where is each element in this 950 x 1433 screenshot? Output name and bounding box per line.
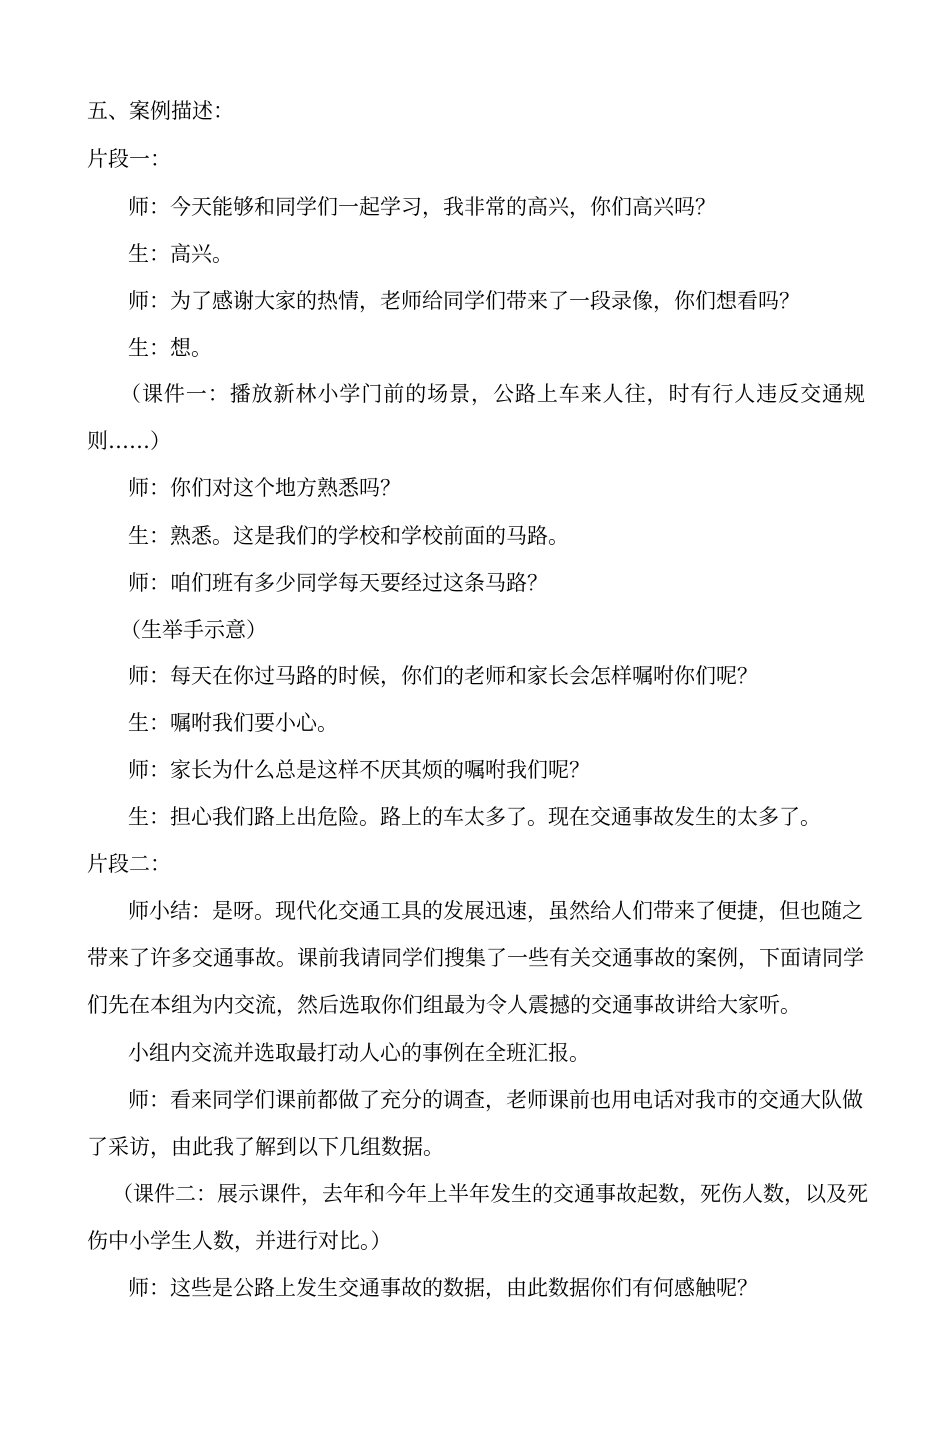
- paragraph-line: 了采访，由此我了解到以下几组数据。: [87, 1135, 444, 1159]
- segment-heading: 片段一：: [87, 147, 171, 171]
- paragraph-line: 们先在本组为内交流，然后选取你们组最为令人震撼的交通事故讲给大家听。: [87, 993, 801, 1017]
- stage-note: （课件二：展示课件，去年和今年上半年发生的交通事故起数，死伤人数，以及死: [112, 1182, 868, 1206]
- stage-note: （课件一：播放新林小学门前的场景，公路上车来人往，时有行人违反交通规: [120, 382, 865, 406]
- paragraph-line: 师小结：是呀。现代化交通工具的发展迅速，虽然给人们带来了便捷，但也随之: [128, 899, 863, 923]
- dialogue-line: 生：嘱咐我们要小心。: [128, 711, 338, 735]
- dialogue-line: 师：家长为什么总是这样不厌其烦的嘱咐我们呢？: [128, 758, 590, 782]
- stage-note-continued: 则……）: [87, 429, 171, 453]
- dialogue-line: 生：高兴。: [128, 242, 233, 266]
- dialogue-line: 师：每天在你过马路的时候，你们的老师和家长会怎样嘱咐你们呢？: [128, 664, 758, 688]
- dialogue-line: 师：今天能够和同学们一起学习，我非常的高兴，你们高兴吗？: [128, 195, 716, 219]
- stage-note: （生举手示意）: [120, 618, 267, 642]
- paragraph-line: 带来了许多交通事故。课前我请同学们搜集了一些有关交通事故的案例，下面请同学: [87, 946, 864, 970]
- dialogue-line: 师：你们对这个地方熟悉吗？: [128, 476, 401, 500]
- dialogue-line: 生：担心我们路上出危险。路上的车太多了。现在交通事故发生的太多了。: [128, 805, 821, 829]
- dialogue-line: 生：想。: [128, 336, 212, 360]
- stage-note-continued: 伤中小学生人数，并进行对比。）: [87, 1229, 392, 1253]
- paragraph-line: 小组内交流并选取最打动人心的事例在全班汇报。: [128, 1041, 590, 1065]
- paragraph-line: 师：看来同学们课前都做了充分的调查，老师课前也用电话对我市的交通大队做: [128, 1088, 863, 1112]
- dialogue-line: 师：咱们班有多少同学每天要经过这条马路？: [128, 571, 548, 595]
- segment-heading: 片段二：: [87, 852, 171, 876]
- dialogue-line: 师：这些是公路上发生交通事故的数据，由此数据你们有何感触呢？: [128, 1276, 758, 1300]
- dialogue-line: 生：熟悉。这是我们的学校和学校前面的马路。: [128, 524, 569, 548]
- dialogue-line: 师：为了感谢大家的热情，老师给同学们带来了一段录像，你们想看吗？: [128, 289, 800, 313]
- section-heading: 五、案例描述：: [87, 99, 234, 123]
